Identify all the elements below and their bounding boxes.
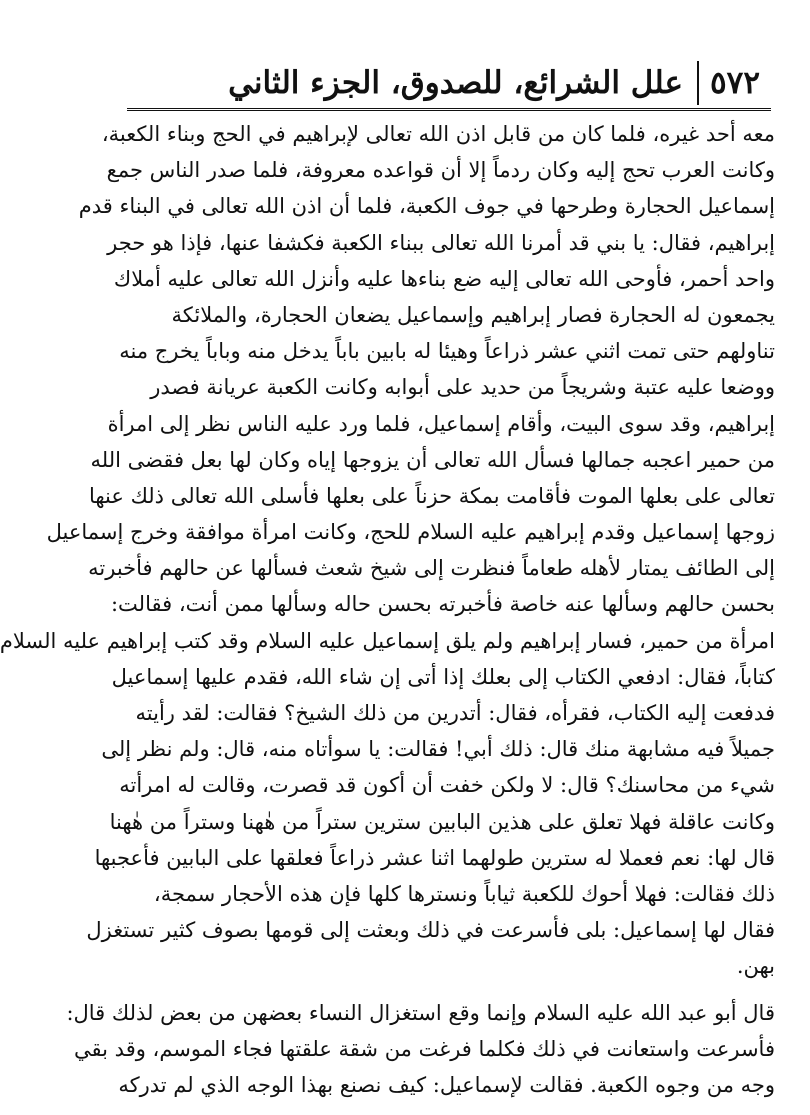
text-line: وكانت عاقلة فهلا تعلق على هذين البابين سترين ستراً من هٰهنا وستراً من هٰهنا [109, 809, 775, 834]
text-line: ذلك فقالت: فهلا أحوك للكعبة ثياباً ونسترها كلها فإن هذه الأحجار سمجة، [153, 881, 775, 906]
text-line: جميلاً فيه مشابهة منك قال: ذلك أبي! فقالت: يا سوأتاه منه، قال: ولم نظر إلى [101, 737, 775, 762]
text-line: شيء من محاسنك؟ قال: لا ولكن خفت أن أكون قد قصرت، وقالت له امرأته [119, 773, 775, 798]
text-line: واحد أحمر، فأوحى الله تعالى إليه ضع بناءها عليه وأنزل الله تعالى عليه أملاك [113, 266, 775, 291]
body-text [0, 116, 775, 1103]
text-line: إبراهيم، فقال: يا بني قد أمرنا الله تعالى ببناء الكعبة فكشفا عنها، فإذا هو حجر [107, 230, 775, 255]
text-line: زوجها إسماعيل وقدم إبراهيم عليه السلام للحج، وكانت امرأة موافقة وخرج إسماعيل [46, 520, 775, 545]
page-number: ٥٧٢ [697, 61, 771, 105]
text-line: وكانت العرب تحج إليه وكان ردماً إلا أن قواعده معروفة، فلما صدر الناس جمع [106, 158, 775, 183]
text-line: ووضعا عليه عتبة وشريجاً من حديد على أبوابه وكانت الكعبة عريانة فصدر [150, 375, 775, 400]
text-line: بهن. [736, 954, 775, 979]
text-line: بحسن حالهم وسألها عنه خاصة فأخبرته بحسن حاله وسألها ممن أنت، فقالت: [110, 592, 775, 617]
text-line: فقال لها إسماعيل: بلى فأسرعت في ذلك وبعثت إلى قومها بصوف كثير تستغزل [86, 918, 775, 943]
text-line: إسماعيل الحجارة وطرحها في جوف الكعبة، فلما أن اذن الله تعالى في البناء قدم [78, 194, 775, 219]
book-title: علل الشرائع، للصدوق، الجزء الثاني [228, 65, 683, 101]
text-line: كتاباً، فقال: ادفعي الكتاب إلى بعلك إذا أتى إن شاء الله، فقدم عليها إسماعيل [111, 664, 775, 689]
text-line: امرأة من حمير، فسار إبراهيم ولم يلق إسماعيل عليه السلام وقد كتب إبراهيم عليه السلام [0, 628, 775, 653]
page-header [127, 58, 771, 111]
text-line: فأسرعت واستعانت في ذلك فكلما فرغت من شقة علقتها فجاء الموسم، وقد بقي [74, 1036, 775, 1061]
text-line: إلى الطائف يمتار لأهله طعاماً فنظرت إلى شيخ شعث فسألها عن حالهم فأخبرته [88, 556, 775, 581]
text-line: قال أبو عبد الله عليه السلام وإنما وقع استغزال النساء بعضهن من بعض لذلك قال: [66, 1000, 775, 1025]
text-line: تناولهم حتى تمت اثني عشر ذراعاً وهيئا له بابين باباً يدخل منه وباباً يخرج منه [119, 339, 775, 364]
paragraph [0, 116, 775, 985]
text-line: معه أحد غيره، فلما كان من قابل اذن الله تعالى لإبراهيم في الحج وبناء الكعبة، [101, 122, 775, 146]
text-line: من حمير اعجبه جمالها فسأل الله تعالى أن يزوجها إياه وكان لها بعل فقضى الله [90, 447, 775, 472]
text-line: إبراهيم، وقد سوى البيت، وأقام إسماعيل، فلما ورد عليه الناس نظر إلى امرأة [107, 411, 775, 436]
text-line: يجمعون له الحجارة فصار إبراهيم وإسماعيل يضعان الحجارة، والملائكة [171, 302, 775, 327]
paragraph [66, 995, 775, 1104]
text-line: قال لها: نعم فعملا له سترين طولهما اثنا عشر ذراعاً فعلقها على البابين فأعجبها [94, 845, 775, 870]
text-line: فدفعت إليه الكتاب، فقرأه، فقال: أتدرين من ذلك الشيخ؟ فقالت: لقد رأيته [135, 701, 775, 725]
text-line: وجه من وجوه الكعبة. فقالت لإسماعيل: كيف نصنع بهذا الوجه الذي لم تدركه [118, 1072, 775, 1097]
text-line: تعالى على بعلها الموت فأقامت بمكة حزناً على بعلها فأسلى الله تعالى ذلك عنها [88, 483, 775, 508]
